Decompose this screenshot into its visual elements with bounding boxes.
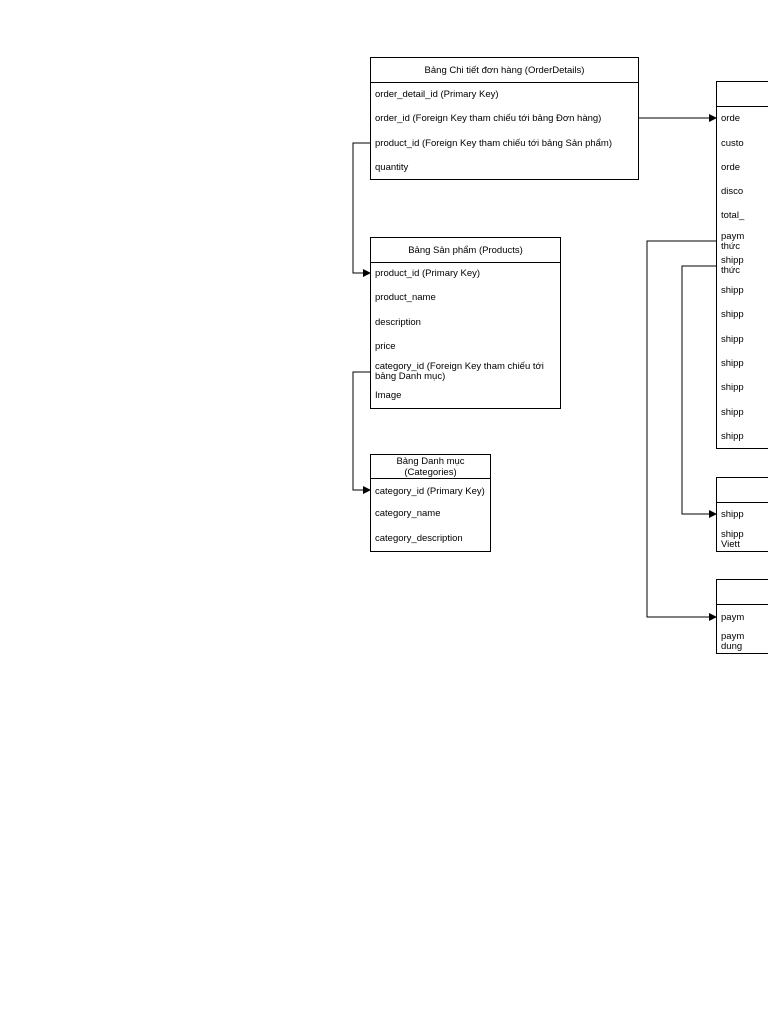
field-product-name: product_name [375,292,436,303]
table-title: Bảng Chi tiết đơn hàng (OrderDetails) [371,58,638,83]
field-shipping: shipp [721,358,744,369]
field-shipping: shipp [721,382,744,393]
table-title [717,82,768,107]
field-product-id: product_id (Foreign Key tham chiếu tới bảng Sản phẩm) [375,138,612,149]
table-orders [716,81,768,449]
field-shipping: shipp [721,309,744,320]
field-category-description: category_description [375,533,463,544]
field-discount: disco [721,186,744,197]
field-category-id: category_id (Primary Key) [375,485,485,497]
table-shipping-methods [716,477,768,552]
table-payment-methods [716,579,768,654]
table-products [370,237,561,409]
fk-line-product-id [353,143,370,273]
field-price: price [375,341,396,352]
field-category-id: category_id (Foreign Key tham chiếu tới bảng Danh mục) [375,361,544,382]
field-shipping: shipp [721,407,744,418]
table-title [717,580,768,605]
field-order-id: orde [721,113,741,124]
field-order-id: order_id (Foreign Key tham chiếu tới bảng Đơn hàng) [375,113,602,124]
field-shipping-method-name: shipp Viett [721,529,744,550]
table-order-details [370,57,639,180]
field-product-id: product_id (Primary Key) [375,268,481,279]
field-order-date: orde [721,162,741,173]
field-shipping: shipp [721,334,744,345]
table-title: Bảng Sản phẩm (Products) [371,238,560,263]
table-categories [370,454,491,552]
table-title: Bảng Danh mục (Categories) [371,455,490,479]
field-order-detail-id: order_detail_id (Primary Key) [375,89,499,100]
field-quantity: quantity [375,162,409,173]
field-shipping-method-id: shipp [721,509,744,520]
field-shipping: shipp [721,431,744,442]
field-description: description [375,317,421,328]
field-total: total_ [721,210,745,221]
field-shipping-method: shipp thức [721,255,744,276]
field-category-name: category_name [375,508,441,519]
field-payment-method-name: paym dung [721,631,745,652]
field-image: Image [375,390,402,401]
field-payment-method: paym thức [721,231,745,252]
field-shipping: shipp [721,285,744,296]
field-payment-method-id: paym [721,612,745,623]
field-customer-id: custo [721,138,744,149]
fk-line-category-id [353,372,370,490]
table-title [717,478,768,503]
fk-line-shipping-method [682,266,716,514]
